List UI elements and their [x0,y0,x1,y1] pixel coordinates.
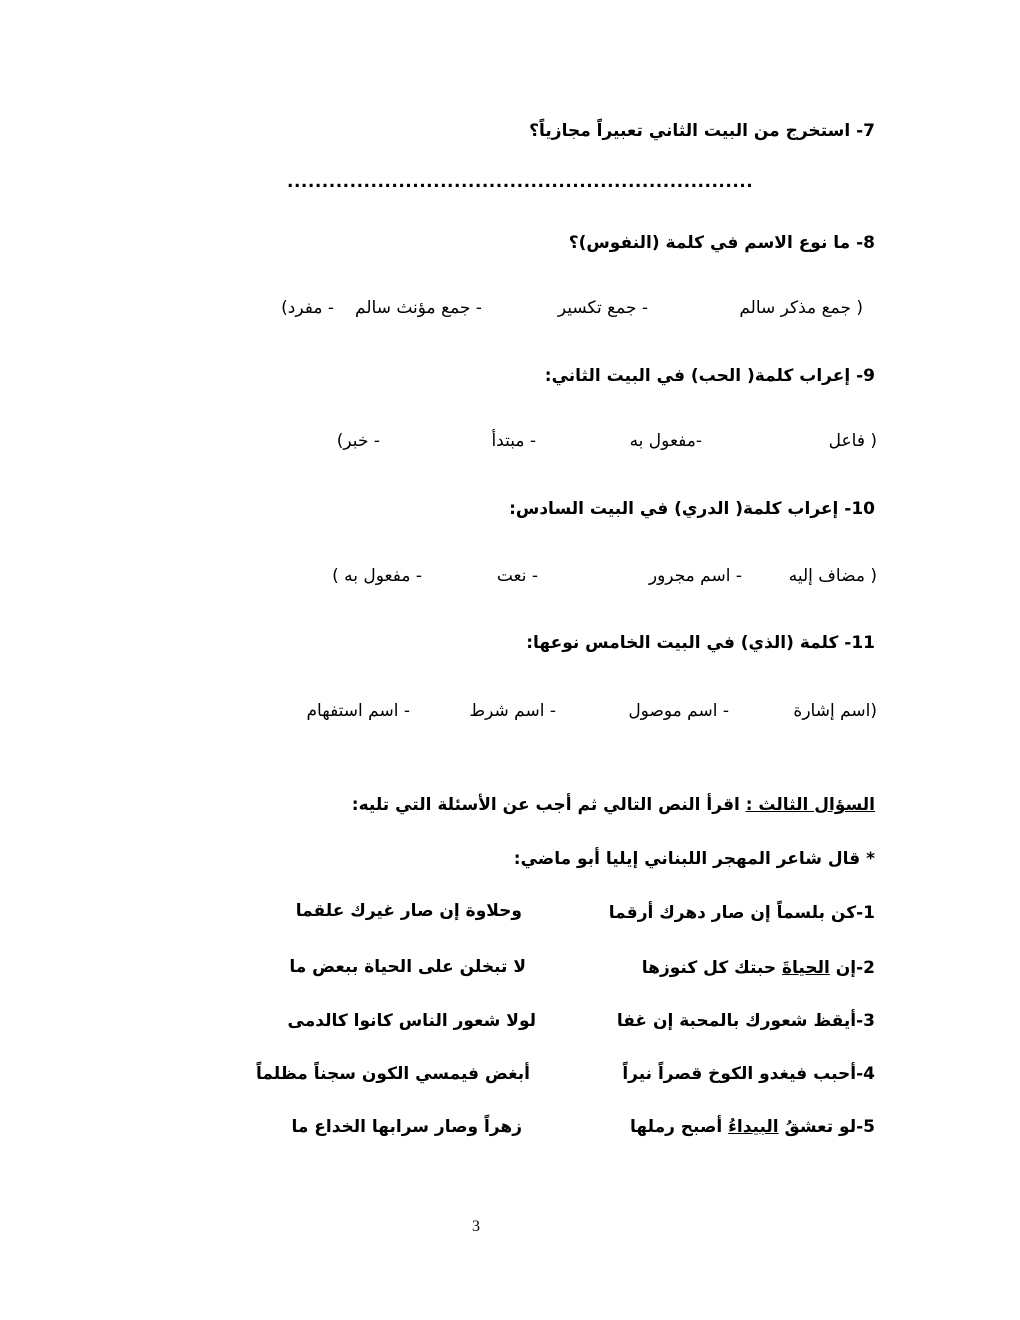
verse-1-first: 1-كن بلسماً إن صار دهرك أرقما [608,903,875,923]
q10-option-4: - مفعول به ) [332,566,422,586]
question-9: 9- إعراب كلمة( الحب) في البيت الثاني: [544,366,875,386]
q10-option-1: ( مضاف إليه [788,566,877,586]
q9-option-4: - خبر) [336,431,380,451]
verse-2-second: لا تبخلن على الحياة ببعض ما [289,957,526,977]
verse-1-second: وحلاوة إن صار غيرك علقما [295,901,522,921]
verse-4-second: أبغض فيمسي الكون سجناً مظلماً [255,1064,530,1084]
q9-option-3: - مبتدأ [491,431,536,451]
poet-intro: * قال شاعر المهجر اللبناني إيليا أبو ماضي: [513,849,875,869]
section-three-heading [352,795,875,815]
answer-line: ................................................................... [287,172,754,192]
verse-4-first: 4-أحبب فيغدو الكوخ قصراً نيراً [622,1064,875,1084]
q8-option-3: - جمع مؤنث سالم [355,298,482,318]
verse-2-first: 2-إن الحياةَ حبتك كل كنوزها [641,958,875,978]
q11-option-4: - اسم استفهام [306,701,410,721]
verse-3-first: 3-أيقظ شعورك بالمحبة إن غفا [616,1011,875,1031]
q10-option-2: - اسم مجرور [648,566,742,586]
verse-5-first: 5-لو تعشقُ البيداءُ أصبح رملها [630,1117,875,1137]
q11-option-2: - اسم موصول [628,701,729,721]
q8-option-2: - جمع تكسير [557,298,648,318]
verse-3-second: لولا شعور الناس كانوا كالدمى [287,1011,536,1031]
q8-option-4: - مفرد) [281,298,334,318]
q11-option-3: - اسم شرط [469,701,556,721]
q11-option-1: (اسم إشارة [793,701,877,721]
question-8: 8- ما نوع الاسم في كلمة (النفوس)؟ [568,233,875,253]
question-11: 11- كلمة (الذي) في البيت الخامس نوعها: [526,633,875,653]
q10-option-3: - نعت [496,566,538,586]
verse-5-second: زهراً وصار سرابها الخداع ما [291,1117,522,1137]
page-number: 3 [472,1218,480,1235]
section-three-instruction: اقرأ النص التالي ثم أجب عن الأسئلة التي تليه: [351,795,746,815]
q9-option-2: -مفعول به [629,431,702,451]
q9-option-1: ( فاعل [828,431,877,451]
q8-option-1: ( جمع مذكر سالم [739,298,863,318]
question-7: 7- استخرج من البيت الثاني تعبيراً مجازياً؟ [529,121,875,141]
question-10: 10- إعراب كلمة( الدري) في البيت السادس: [509,499,875,519]
section-three-label: السؤال الثالث : [745,795,875,815]
